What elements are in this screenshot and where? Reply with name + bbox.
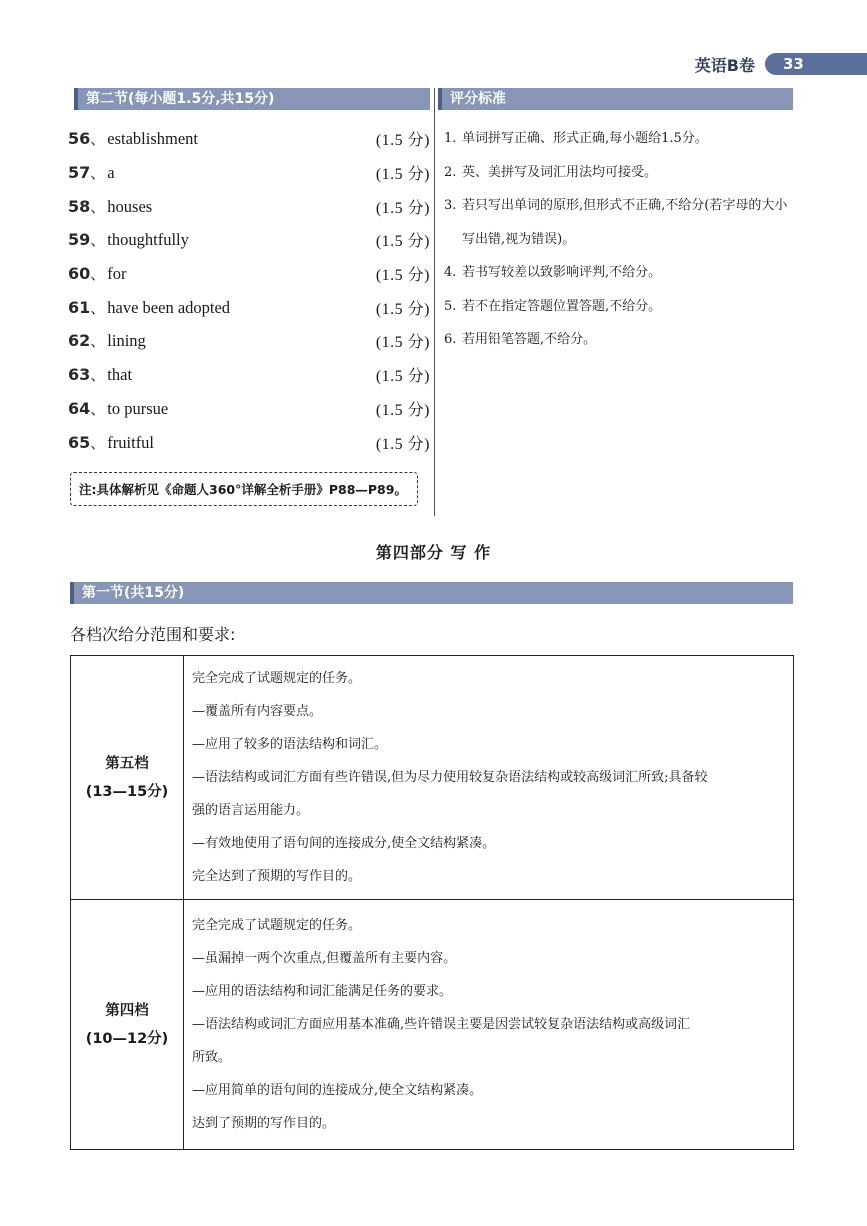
question-number: 64 <box>68 398 91 418</box>
criteria-text: 单词拼写正确、形式正确,每小题给1.5分。 <box>462 131 708 146</box>
answer-text: houses <box>107 196 153 216</box>
grade-row <box>71 900 794 1150</box>
criteria-number: 6. <box>444 332 457 347</box>
criteria-text: 英、美拼写及词汇用法均可接受。 <box>462 164 658 180</box>
grade-requirement: 达到了预期的写作目的。 <box>192 1116 336 1131</box>
question-number: 58 <box>68 196 91 216</box>
page-header <box>695 52 867 76</box>
answer-points: (1.5 分) <box>375 166 430 184</box>
grade-requirement: —虽漏掉一两个次重点,但覆盖所有主要内容。 <box>192 951 457 966</box>
answer-text: to pursue <box>107 398 169 418</box>
answer-points: (1.5 分) <box>375 199 430 217</box>
answer-text: fruitful <box>107 432 155 452</box>
criteria-item <box>444 156 796 190</box>
answer-text: a <box>107 163 115 183</box>
criteria-text: 若用铅笔答题,不给分。 <box>462 332 597 347</box>
section2-title-bar: 第二节(每小题1.5分,共15分) <box>74 88 430 110</box>
criteria-number: 5. <box>444 298 457 314</box>
criteria-item <box>444 122 796 156</box>
question-number: 60 <box>68 264 91 284</box>
criteria-text: 若书写较差以致影响评判,不给分。 <box>462 265 662 280</box>
question-number: 62 <box>68 331 91 351</box>
answer-row: 56 、 establishment (1.5 分) <box>68 129 430 150</box>
answer-row: 59 、 thoughtfully (1.5 分) <box>68 230 430 251</box>
answer-row: 58 、 houses (1.5 分) <box>68 196 430 217</box>
grade-requirement: —应用简单的语句间的连接成分,使全文结构紧凑。 <box>192 1083 483 1098</box>
answer-points: (1.5 分) <box>375 401 430 419</box>
answer-points: (1.5 分) <box>375 334 430 352</box>
answer-points: (1.5 分) <box>375 267 430 285</box>
grade-range: (13—15分) <box>85 783 169 800</box>
section1-title-bar: 第一节(共15分) <box>70 582 793 604</box>
page-number-badge: 33 <box>765 53 867 75</box>
grades-intro: 各档次给分范围和要求: <box>70 625 236 644</box>
criteria-text: 若只写出单词的原形,但形式不正确,不给分(若字母的大小写出错,视为错误)。 <box>462 198 788 247</box>
answer-points: (1.5 分) <box>375 132 430 150</box>
answer-text: for <box>107 264 127 284</box>
question-number: 65 <box>68 432 91 452</box>
grade-requirement: —应用了较多的语法结构和词汇。 <box>192 737 388 752</box>
answer-points: (1.5 分) <box>375 368 430 386</box>
answer-text: lining <box>107 331 146 351</box>
question-number: 57 <box>68 163 91 183</box>
criteria-number: 1. <box>444 131 457 146</box>
grade-requirement: —语法结构或词汇方面有些许错误,但为尽力使用较复杂语法结构或较高级词汇所致;具备较 <box>192 770 708 785</box>
grade-label-cell <box>71 900 184 1150</box>
grade-requirement: 所致。 <box>192 1050 232 1065</box>
answer-list <box>68 122 430 459</box>
question-number: 59 <box>68 230 91 250</box>
grade-requirement: —语法结构或词汇方面应用基本准确,些许错误主要是因尝试较复杂语法结构或高级词汇 <box>192 1017 691 1032</box>
grade-requirement: —覆盖所有内容要点。 <box>192 704 323 719</box>
answer-points: (1.5 分) <box>375 300 430 318</box>
grade-label-cell <box>71 656 184 900</box>
grade-description-cell <box>184 900 794 1150</box>
grade-requirement: 强的语言运用能力。 <box>192 803 310 818</box>
grade-name: 第四档 <box>105 1002 149 1019</box>
criteria-item <box>444 256 796 290</box>
answer-points: (1.5 分) <box>375 435 430 453</box>
grade-name: 第五档 <box>105 755 149 772</box>
part4-title: 第四部分 写 作 <box>375 543 492 562</box>
grade-range: (10—12分) <box>85 1030 169 1047</box>
answer-points: (1.5 分) <box>375 233 430 251</box>
answer-row: 65 、 fruitful (1.5 分) <box>68 432 430 453</box>
answer-row: 60 、 for (1.5 分) <box>68 264 430 285</box>
criteria-text: 若不在指定答题位置答题,不给分。 <box>462 298 662 314</box>
question-number: 63 <box>68 365 91 385</box>
grade-requirement: 完全达到了预期的写作目的。 <box>192 869 362 884</box>
header-title: 英语B卷 <box>694 55 755 75</box>
criteria-item <box>444 189 796 256</box>
grade-requirement: —有效地使用了语句间的连接成分,使全文结构紧凑。 <box>192 836 496 851</box>
answer-row: 63 、 that (1.5 分) <box>68 365 430 386</box>
answer-text: have been adopted <box>107 297 231 317</box>
grades-table <box>70 655 794 1150</box>
grade-requirement: —应用的语法结构和词汇能满足任务的要求。 <box>192 984 453 999</box>
grade-description-cell <box>184 656 794 900</box>
answer-row: 62 、 lining (1.5 分) <box>68 331 430 352</box>
criteria-item <box>444 290 796 324</box>
column-divider <box>434 88 435 516</box>
answer-text: that <box>107 365 133 385</box>
scoring-criteria-list <box>444 122 796 357</box>
question-number: 56 <box>68 129 91 149</box>
criteria-number: 2. <box>444 164 457 180</box>
criteria-number: 4. <box>444 265 457 280</box>
criteria-number: 3. <box>444 198 457 213</box>
grade-row <box>71 656 794 900</box>
answer-row: 61 、 have been adopted (1.5 分) <box>68 297 430 318</box>
criteria-item <box>444 323 796 357</box>
answer-text: thoughtfully <box>107 230 189 250</box>
answer-text: establishment <box>107 129 199 149</box>
reference-note: 注:具体解析见《命题人360°详解全析手册》P88—P89。 <box>70 472 418 506</box>
scoring-title-bar: 评分标准 <box>438 88 793 110</box>
answer-row: 57 、 a (1.5 分) <box>68 163 430 184</box>
grade-requirement: 完全完成了试题规定的任务。 <box>192 918 362 933</box>
grade-requirement: 完全完成了试题规定的任务。 <box>192 671 362 686</box>
question-number: 61 <box>68 297 91 317</box>
answer-row: 64 、 to pursue (1.5 分) <box>68 398 430 419</box>
